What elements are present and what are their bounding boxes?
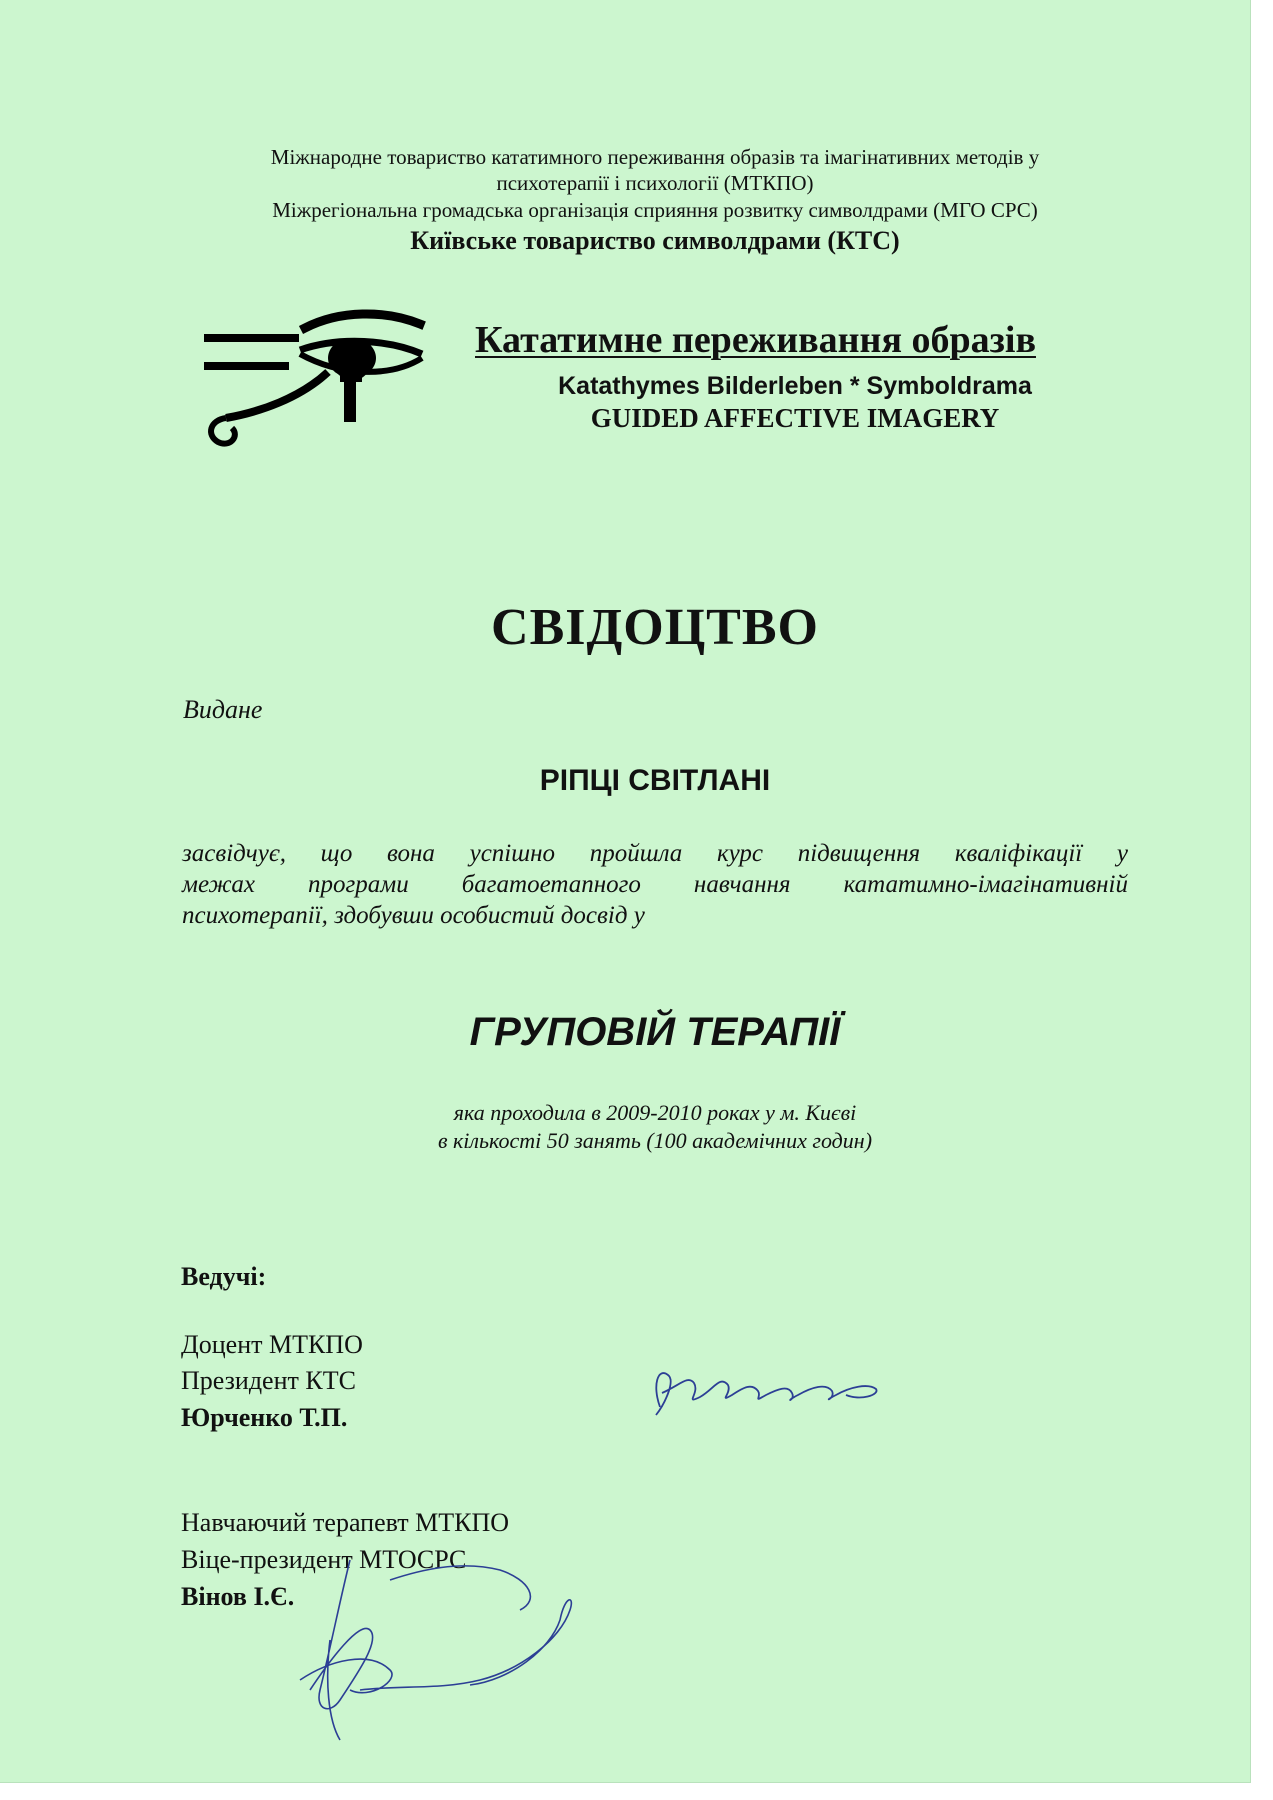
leader2-position-1: Навчаючий терапевт МТКПО — [181, 1508, 509, 1537]
recipient-name: РІПЦІ СВІТЛАНІ — [539, 764, 771, 797]
issued-label: Видане — [183, 695, 263, 724]
leaders-heading: Ведучі: — [181, 1262, 267, 1291]
body-line: засвідчує, що вона успішно пройшла курс підвищення кваліфікації у — [182, 840, 1128, 867]
eye-of-horus-icon — [200, 300, 440, 460]
body-line: межах програми багатоетапного навчання кататимно-імагінативній — [182, 871, 1128, 898]
brand-subtitle-german: Katathymes Bilderleben * Symboldrama — [558, 372, 1032, 400]
header-org-line-1: Міжнародне товариство кататимного переживання образів та імагінативних методів у — [270, 145, 1040, 169]
leader2-position-2: Віце-президент МТОСРС — [181, 1545, 467, 1574]
header-org-line-2: психотерапії і психології (МТКПО) — [496, 171, 814, 195]
header-society-name: Київське товариство символдрами (КТС) — [410, 226, 900, 255]
course-details-line-2: в кількості 50 занять (100 академічних годин) — [437, 1128, 873, 1153]
header-org-line-3: Міжрегіональна громадська організація сприяння розвитку символдрами (МГО СРС) — [272, 198, 1038, 222]
course-subject: ГРУПОВІЙ ТЕРАПІЇ — [469, 1010, 841, 1054]
leader1-position-1: Доцент МТКПО — [181, 1330, 363, 1359]
course-details-line-1: яка проходила в 2009-2010 роках у м. Києві — [453, 1100, 857, 1125]
body-line: психотерапії, здобувши особистий досвід у — [182, 902, 645, 929]
leader1-name: Юрченко Т.П. — [181, 1403, 348, 1432]
leader1-position-2: Президент КТС — [181, 1366, 356, 1395]
brand-subtitle-english: GUIDED AFFECTIVE IMAGERY — [590, 403, 1000, 433]
brand-title: Кататимне переживання образів — [475, 319, 1036, 361]
leader1-signature — [640, 1345, 900, 1425]
certificate-body — [182, 838, 1128, 931]
leader2-name: Вінов І.Є. — [181, 1582, 295, 1611]
leader2-signature — [270, 1540, 590, 1760]
document-title: СВІДОЦТВО — [491, 599, 819, 656]
